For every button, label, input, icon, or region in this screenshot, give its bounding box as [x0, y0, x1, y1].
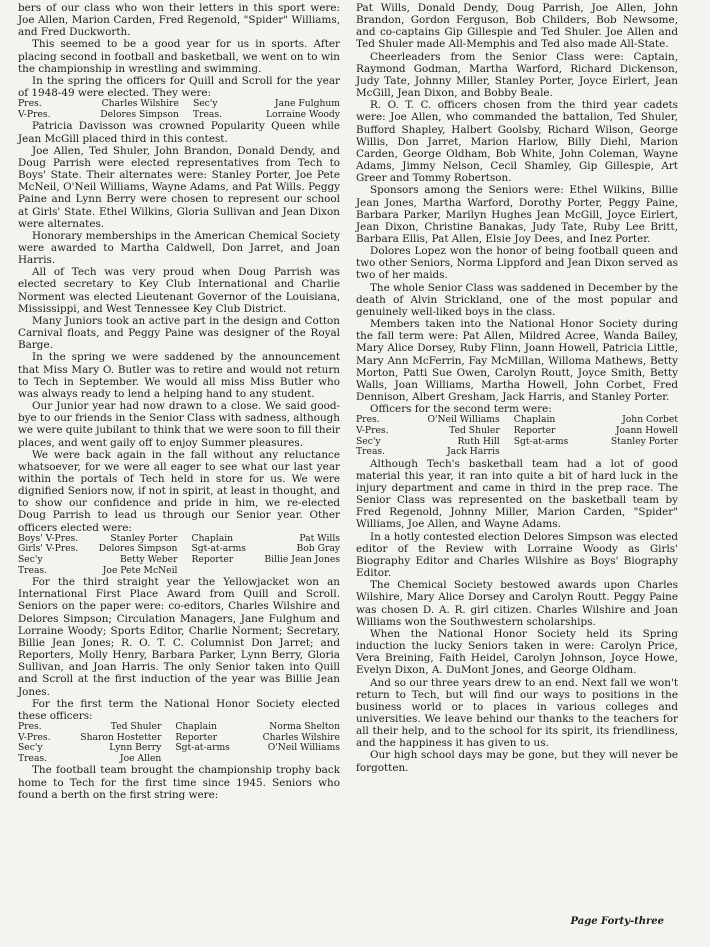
officer-name: Lorraine Woody	[265, 108, 340, 120]
officer-name: John Corbet	[622, 414, 678, 426]
officer-title: Treas.	[356, 446, 386, 458]
paragraph: Although Tech's basketball team had a lot of good material this year, it ran into quite a bit of hard luck in the injury department and came in third in the prep race. The Senior Class was represented on the basketball team by Fred Regenold, Johnny Miller, Marion Carden, "Spider" Williams, Joe Allen, and Wayne Adams.	[356, 457, 678, 531]
paragraph: For the third straight year the Yellowjacket won an International First Place Award from Quill and Scroll. Seniors on the paper were: co-editors, Charles Wilshire and Delores Simpson; Circulation Managers, Jane Fulghum and Lorraine Woody; Sports Editor, Charlie Norment; Secretary, Billie Jean Jones; R. O. T. C. Columnist Don Jarret; and Reporters, Molly Henry, Barbara Parker, Lynn Berry, Gloria Sullivan, and Joan Harris. The only Senior taken into Quill and Scroll at the first induction of the year was Billie Jean Jones.	[18, 576, 340, 698]
paragraph: The Chemical Society bestowed awards upon Charles Wilshire, Mary Alice Dorsey and Carolyn Routt. Peggy Paine was chosen D. A. R. girl citizen. Charles Wilshire and Joan Williams won the Southwestern scholarships.	[356, 579, 678, 628]
officer-row	[18, 743, 340, 754]
officer-title: Sgt-at-arms	[175, 742, 230, 754]
paragraph: Members taken into the National Honor Society during the fall term were: Pat Allen, Mildred Acree, Wanda Bailey, Mary Alice Dorsey, Ruby Flinn, Joann Howell, Patricia Little, Mary Ann McFerrin, Fay McMillan, Willoma Mathews, Betty Morton, Patti Sue Owen, Carolyn Routt, Joyce Smith, Betty Walls, Joan Williams, Martha Howell, John Corbet, Fred Dennison, Albert Gresham, Jack Harris, and Stanley Porter.	[356, 318, 678, 403]
officer-title: Sgt-at-arms	[191, 543, 247, 555]
paragraph: In the spring we were saddened by the announcement that Miss Mary O. Butler was to retire and would not return to Tech in September. We would all miss Miss Butler who was always ready to lend a helping hand to any student.	[18, 351, 340, 400]
left-column	[18, 2, 340, 801]
officer-title: Sec'y	[192, 98, 218, 110]
officer-title: Pres.	[18, 721, 42, 732]
officer-name: O'Neil Williams	[427, 414, 500, 426]
paragraph: The whole Senior Class was saddened in December by the death of Alvin Strickland, one of the most popular and genuinely well-liked boys in the class.	[356, 281, 678, 318]
paragraph: The football team brought the championship trophy back home to Tech for the first time since 1945. Seniors who found a berth on the first string were:	[18, 764, 340, 801]
officer-title: Sec'y	[18, 553, 43, 565]
paragraph: In a hotly contested election Delores Simpson was elected editor of the Review with Lorraine Woody as Girls' Biography Editor and Charles Wilshire as Boys' Biography Editor.	[356, 530, 678, 580]
paragraph: For the first term the National Honor Society elected these officers:	[18, 697, 340, 722]
officer-title: Reporter	[175, 731, 218, 743]
paragraph: All of Tech was very proud when Doug Parrish was elected secretary to Key Club International and Charlie Norment was elected Lieutenant Governor of the Louisiana, Mississippi, and West Tennessee Key Club District.	[18, 266, 340, 315]
officer-name: Joe Pete McNeil	[102, 564, 178, 576]
officer-name: Ted Shuler	[449, 424, 500, 436]
officer-title: V-Pres.	[18, 108, 51, 120]
officer-title: V-Pres.	[356, 424, 389, 436]
officer-name: Lynn Berry	[109, 742, 162, 754]
right-column	[356, 2, 678, 774]
officer-title: Treas.	[192, 108, 223, 120]
paragraph: Honorary memberships in the American Chemical Society were awarded to Martha Caldwell, Don Jarret, and Joan Harris.	[18, 229, 340, 267]
officer-title: Treas.	[18, 752, 48, 764]
paragraph: R. O. T. C. officers chosen from the third year cadets were: Joe Allen, who commanded the battalion, Ted Shuler, Bufford Shapley, Halbert Goolsby, Richard Wilson, George Willis, Don Jarret, Marion Harlow, Billy Diehl, Marion Carden, George Oldham, Bob White, John Coleman, Wayne Adams, Jimmy Nelson, Cecil Shamley, Gip Gillespie, Art Greer and Tommy Robertson.	[356, 99, 678, 185]
officer-title: Reporter	[191, 553, 234, 565]
officer-name	[254, 566, 340, 577]
officer-title: Chaplain	[191, 532, 234, 544]
paragraph: When the National Honor Society held its Spring induction the lucky Seniors taken in were: Carolyn Price, Vera Breining, Faith Heidel, Carolyn Johnson, Joyce Howe, Evelyn Dixon, A. DuMont Jones, and George Oldham.	[356, 627, 678, 677]
paragraph: Pat Wills, Donald Dendy, Doug Parrish, Joe Allen, John Brandon, Gordon Ferguson, Bob Childers, Bob Newsome, and co-captains Gip Gillespie and Ted Shuler. Joe Allen and Ted Shuler made All-Memphis and Ted also made All-State.	[356, 2, 678, 51]
officer-title: Sec'y	[18, 742, 43, 754]
officer-title: Girls' V-Pres.	[18, 543, 79, 555]
paragraph: Our Junior year had now drawn to a close. We said good-bye to our friends in the Senior Class with sadness, although we were quite jubilant to think that we were soon to fill their places, and went gaily off to enjoy Summer pleasures.	[18, 400, 341, 449]
officer-name: Bob Gray	[296, 543, 340, 555]
officer-table	[18, 534, 340, 576]
officer-name: Joann Howell	[615, 424, 678, 436]
officer-name: Norma Shelton	[269, 721, 340, 732]
officer-title	[187, 566, 254, 577]
paragraph: Joe Allen, Ted Shuler, John Brandon, Donald Dendy, and Doug Parrish were elected representatives from Tech to Boys' State. Their alternates were: Stanley Porter, Joe Pete McNeil, O'Neil Williams, Wayne Adams, and Pat Wills. Peggy Paine and Lynn Berry were chosen to represent our school at Girls' State. Ethel Wilkins, Gloria Sullivan and Jean Dixon were alternates.	[18, 144, 340, 230]
officer-name: Joe Allen	[119, 752, 162, 764]
officer-name: Billie Jean Jones	[264, 553, 340, 565]
officer-table	[18, 722, 340, 764]
officer-name: Charles Wilshire	[101, 98, 179, 110]
officer-name: Jane Fulghum	[274, 98, 340, 110]
paragraph: Sponsors among the Seniors were: Ethel Wilkins, Billie Jean Jones, Martha Warford, Dorothy Porter, Peggy Paine, Barbara Parker, Marilyn Hughes Jean McGill, Joyce Eirlert, Jean Dixon, Christine Banakas, Judy Tate, Ruby Lee Britt, Barbara Ellis, Pat Allen, Elsie Joy Dees, and Inez Porter.	[356, 184, 678, 245]
officer-title	[171, 754, 244, 765]
officer-row	[356, 447, 678, 458]
officer-name: Stanley Porter	[110, 532, 178, 544]
officer-row	[356, 426, 678, 437]
officer-row	[18, 110, 340, 121]
paragraph: In the spring the officers for Quill and Scroll for the year of 1948-49 were elected. They were:	[18, 74, 340, 100]
officer-row	[18, 555, 340, 566]
paragraph: Cheerleaders from the Senior Class were: Captain, Raymond Godman, Martha Warford, Richard Dickenson, Judy Tate, Johnny Miller, Stanley Porter, Joyce Eirlert, Jean McGill, Jean Dixon, and Bobby Beale.	[356, 50, 678, 100]
officer-title: Chaplain	[175, 721, 217, 732]
officer-row	[356, 437, 678, 448]
officer-title	[510, 447, 588, 458]
paragraph: Many Juniors took an active part in the design and Cotton Carnival floats, and Peggy Paine was designer of the Royal Barge.	[18, 314, 340, 352]
officer-name: Sharon Hostetter	[80, 731, 162, 743]
paragraph: bers of our class who won their letters in this sport were: Joe Allen, Marion Carden, Fred Regenold, "Spider" Williams, and Fred Duckworth.	[18, 2, 340, 39]
officer-table	[356, 415, 678, 457]
officer-title: V-Pres.	[18, 731, 51, 743]
paragraph: Officers for the second term were:	[370, 403, 552, 416]
officer-name	[588, 447, 678, 458]
officer-row	[18, 566, 340, 577]
paragraph: We were back again in the fall without any reluctance whatsoever, for we were all eager to see what our last year within the portals of Tech held in store for us. We were dignified Seniors now, if not in spirit, at least in thought, and to show our confidence and pride in him, we re-elected Doug Parrish to lead us through our Senior year. Other officers elected were:	[18, 448, 340, 534]
officer-row	[18, 754, 340, 765]
officer-name	[244, 754, 340, 765]
officer-name: Betty Weber	[119, 553, 178, 565]
officer-title: Pres.	[356, 414, 380, 426]
officer-row	[18, 722, 340, 733]
officer-name: Jack Harris	[446, 446, 500, 458]
officer-name: Charles Wilshire	[262, 731, 340, 743]
officer-title: Pres.	[18, 98, 42, 110]
officer-title: Sgt-at-arms	[513, 435, 569, 447]
officer-title: Chaplain	[513, 414, 556, 426]
officer-title: Reporter	[513, 424, 556, 436]
officer-name: Ruth Hill	[457, 435, 500, 447]
paragraph: Our high school days may be gone, but they will never be forgotten.	[356, 749, 678, 774]
officer-title: Boys' V-Pres.	[18, 532, 79, 544]
paragraph: And so our three years drew to an end. Next fall we won't return to Tech, but will find our ways to positions in the business world or to places in various colleges and universities. We leave behind our thanks to the teachers for all their help, and to the school for its spirit, its friendliness, and the happiness it has given to us.	[356, 676, 678, 750]
paragraph: This seemed to be a good year for us in sports. After placing second in football and basketball, we went on to win the championship in wrestling and swimming.	[18, 38, 340, 75]
officer-name: Ted Shuler	[110, 721, 162, 732]
officer-name: Pat Wills	[299, 532, 340, 544]
officer-name: Delores Simpson	[100, 108, 179, 120]
officer-table	[18, 99, 340, 120]
officer-name: O'Neil Williams	[267, 742, 340, 754]
officer-name: Stanley Porter	[610, 435, 678, 447]
officer-name: Delores Simpson	[98, 543, 178, 555]
officer-title: Sec'y	[356, 435, 381, 447]
page-number: Page Forty-three	[570, 916, 664, 927]
officer-title: Treas.	[18, 564, 48, 576]
paragraph: Patricia Davisson was crowned Popularity Queen while Jean McGill placed third in this contest.	[18, 120, 340, 145]
paragraph: Dolores Lopez won the honor of being football queen and two other Seniors, Norma Lippford and Jean Dixon served as two of her maids.	[356, 245, 678, 282]
